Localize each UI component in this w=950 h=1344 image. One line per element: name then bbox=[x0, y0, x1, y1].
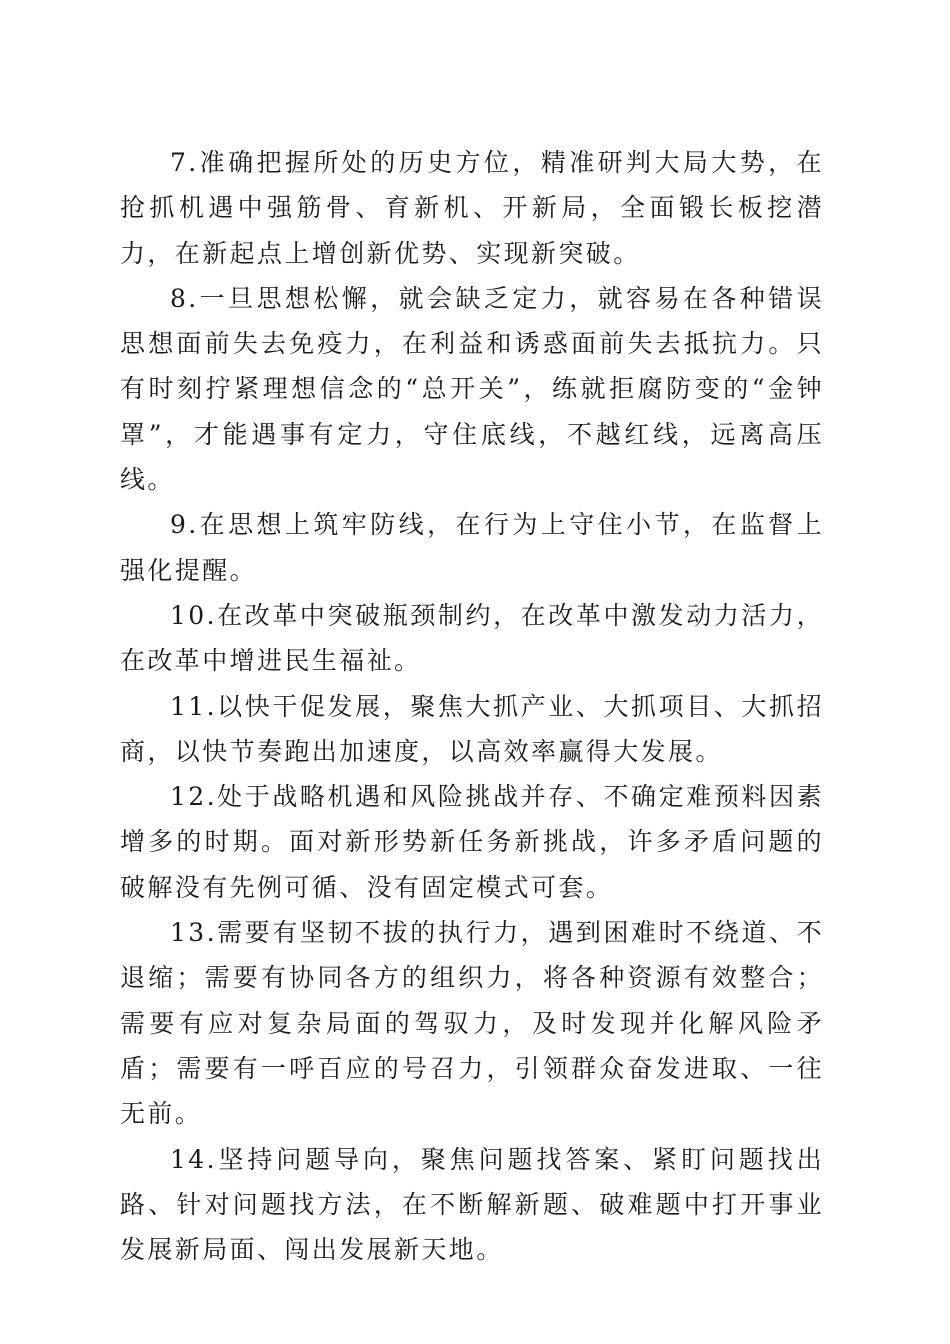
paragraph-13: 13.需要有坚韧不拔的执行力，遇到困难时不绕道、不退缩；需要有协同各方的组织力，将各种资源有效整合；需要有应对复杂局面的驾驭力，及时发现并化解风险矛盾；需要有一呼百应的号召力，引领群众奋发进取、一往无前。 bbox=[120, 918, 824, 1129]
document-body bbox=[120, 140, 824, 1272]
paragraph-14: 14.坚持问题导向，聚焦问题找答案、紧盯问题找出路、针对问题找方法，在不断解新题、破难题中打开事业发展新局面、闯出发展新天地。 bbox=[120, 1144, 824, 1265]
paragraph-11: 11.以快干促发展，聚焦大抓产业、大抓项目、大抓招商，以快节奏跑出加速度，以高效率赢得大发展。 bbox=[120, 691, 824, 766]
paragraph-8: 8.一旦思想松懈，就会缺乏定力，就容易在各种错误思想面前失去免疫力，在利益和诱惑面前失去抵抗力。只有时刻拧紧理想信念的“总开关”，练就拒腐防变的“金钟罩”，才能遇事有定力，守住底线，不越红线，远离高压线。 bbox=[120, 283, 824, 495]
paragraph-12: 12.处于战略机遇和风险挑战并存、不确定难预料因素增多的时期。面对新形势新任务新挑战，许多矛盾问题的破解没有先例可循、没有固定模式可套。 bbox=[120, 782, 824, 902]
paragraph-10: 10.在改革中突破瓶颈制约，在改革中激发动力活力，在改革中增进民生福祉。 bbox=[120, 600, 824, 676]
paragraph-7: 7.准确把握所处的历史方位，精准研判大局大势，在抢抓机遇中强筋骨、育新机、开新局，全面锻长板挖潜力，在新起点上增创新优势、实现新突破。 bbox=[120, 148, 824, 268]
paragraph-9: 9.在思想上筑牢防线，在行为上守住小节，在监督上强化提醒。 bbox=[120, 510, 824, 585]
